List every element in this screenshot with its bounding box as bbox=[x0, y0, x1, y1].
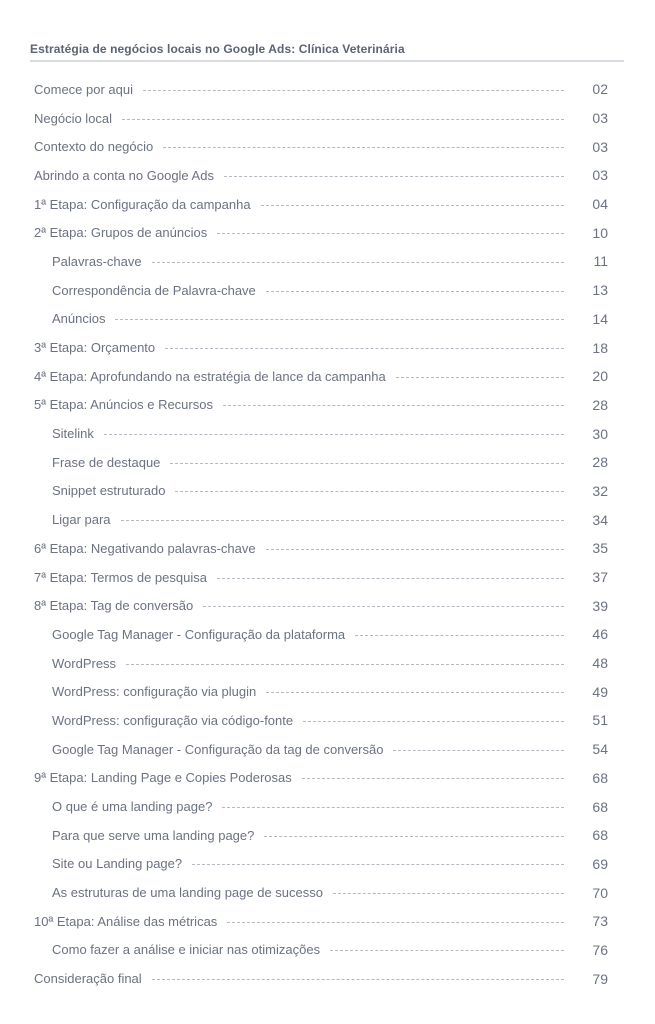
toc-page-number[interactable]: 18 bbox=[592, 339, 608, 356]
toc-subentry[interactable] bbox=[34, 936, 609, 965]
dotted-leader bbox=[266, 549, 564, 550]
toc-entry-label[interactable]: Palavras-chave bbox=[52, 253, 142, 269]
toc-entry-label[interactable]: Como fazer a análise e iniciar nas otimizações bbox=[52, 942, 321, 958]
dotted-leader bbox=[104, 434, 564, 435]
toc-entry[interactable] bbox=[34, 190, 609, 219]
toc-page-number[interactable]: 03 bbox=[592, 167, 608, 184]
toc-page-number[interactable]: 69 bbox=[592, 855, 608, 872]
toc-entry-label[interactable]: Snippet estruturado bbox=[52, 483, 166, 499]
toc-entry[interactable] bbox=[34, 104, 609, 133]
toc-page-number[interactable]: 68 bbox=[592, 798, 608, 815]
toc-page-number[interactable]: 46 bbox=[592, 626, 608, 643]
document-header bbox=[30, 41, 624, 62]
toc-page-number[interactable]: 03 bbox=[592, 110, 608, 127]
toc-entry-label[interactable]: WordPress: configuração via código-fonte bbox=[52, 712, 294, 728]
toc-subentry[interactable] bbox=[34, 477, 609, 506]
dotted-leader bbox=[170, 463, 564, 464]
toc-page-number[interactable]: 54 bbox=[592, 741, 608, 758]
toc-page-number[interactable]: 34 bbox=[592, 511, 608, 528]
toc-entry-label[interactable]: Site ou Landing page? bbox=[52, 856, 183, 872]
toc-page-number[interactable]: 32 bbox=[592, 482, 608, 499]
toc-page-number[interactable]: 14 bbox=[592, 310, 608, 327]
dotted-leader bbox=[303, 721, 564, 722]
dotted-leader bbox=[264, 836, 564, 837]
toc-subentry[interactable] bbox=[34, 247, 609, 276]
dotted-leader bbox=[217, 578, 564, 579]
toc-entry-label[interactable]: 9ª Etapa: Landing Page e Copies Poderosas bbox=[34, 770, 292, 786]
toc-entry-label[interactable]: Sitelink bbox=[52, 426, 94, 442]
toc-entry[interactable] bbox=[34, 534, 609, 563]
toc-entry-label[interactable]: As estruturas de uma landing page de sucesso bbox=[52, 885, 324, 901]
dotted-leader bbox=[396, 377, 564, 378]
toc-subentry[interactable] bbox=[34, 505, 609, 534]
toc-page-number[interactable]: 20 bbox=[592, 368, 608, 385]
dotted-leader bbox=[217, 233, 564, 234]
dotted-leader bbox=[222, 807, 564, 808]
toc-entry-label[interactable]: Para que serve uma landing page? bbox=[52, 827, 255, 843]
toc-page-number[interactable]: 28 bbox=[592, 396, 608, 413]
dotted-leader bbox=[393, 750, 564, 751]
dotted-leader bbox=[152, 979, 564, 980]
toc-entry-label[interactable]: 7ª Etapa: Termos de pesquisa bbox=[34, 569, 207, 585]
toc-subentry[interactable] bbox=[34, 419, 609, 448]
toc-entry-label[interactable]: 2ª Etapa: Grupos de anúncios bbox=[34, 225, 208, 241]
toc-entry[interactable] bbox=[34, 75, 609, 104]
toc-subentry[interactable] bbox=[34, 821, 609, 850]
toc-entry-label[interactable]: Ligar para bbox=[52, 512, 111, 528]
dotted-leader bbox=[203, 606, 564, 607]
dotted-leader bbox=[115, 319, 564, 320]
toc-entry-label[interactable]: Negócio local bbox=[34, 110, 113, 126]
toc-page-number[interactable]: 02 bbox=[592, 81, 608, 98]
toc-subentry[interactable] bbox=[34, 448, 609, 477]
toc-entry-label[interactable]: 3ª Etapa: Orçamento bbox=[34, 340, 156, 356]
toc-entry-label[interactable]: Anúncios bbox=[52, 311, 106, 327]
dotted-leader bbox=[163, 147, 564, 148]
toc-entry-label[interactable]: Frase de destaque bbox=[52, 454, 161, 470]
toc-entry-label[interactable]: WordPress bbox=[52, 655, 117, 671]
toc-page-number[interactable]: 04 bbox=[592, 196, 608, 213]
dotted-leader bbox=[333, 893, 564, 894]
toc-page-number[interactable]: 13 bbox=[592, 282, 608, 299]
toc-entry-label[interactable]: Correspondência de Palavra-chave bbox=[52, 282, 256, 298]
toc-entry-label[interactable]: Google Tag Manager - Configuração da tag de conversão bbox=[52, 741, 384, 757]
dotted-leader bbox=[152, 262, 564, 263]
toc-entry[interactable] bbox=[34, 907, 609, 936]
toc-page-number[interactable]: 35 bbox=[592, 540, 608, 557]
toc-entry-label[interactable]: Consideração final bbox=[34, 971, 142, 987]
toc-page-number[interactable]: 28 bbox=[592, 454, 608, 471]
dotted-leader bbox=[143, 90, 564, 91]
toc-entry[interactable] bbox=[34, 218, 609, 247]
toc-page-number[interactable]: 73 bbox=[592, 913, 608, 930]
toc-page-number[interactable]: 70 bbox=[592, 884, 608, 901]
toc-page-number[interactable]: 37 bbox=[592, 569, 608, 586]
document-title: Estratégia de negócios locais no Google Ads: Clínica Veterinária bbox=[30, 42, 405, 56]
toc-page-number[interactable]: 68 bbox=[592, 827, 608, 844]
title-divider bbox=[30, 60, 624, 62]
toc-subentry[interactable] bbox=[34, 620, 609, 649]
toc-entry-label[interactable]: O que é uma landing page? bbox=[52, 799, 213, 815]
toc-page-number[interactable]: 48 bbox=[592, 655, 608, 672]
dotted-leader bbox=[302, 778, 564, 779]
toc-entry-label[interactable]: Google Tag Manager - Configuração da plataforma bbox=[52, 626, 346, 642]
dotted-leader bbox=[355, 635, 564, 636]
dotted-leader bbox=[261, 205, 564, 206]
dotted-leader bbox=[165, 348, 564, 349]
toc-entry-label[interactable]: 1ª Etapa: Configuração da campanha bbox=[34, 196, 251, 212]
toc-page-number[interactable]: 79 bbox=[592, 970, 608, 987]
toc-page-number[interactable]: 39 bbox=[592, 597, 608, 614]
toc-entry-label[interactable]: Contexto do negócio bbox=[34, 139, 154, 155]
toc-entry-label[interactable]: 6ª Etapa: Negativando palavras-chave bbox=[34, 540, 256, 556]
toc-entry-label[interactable]: 5ª Etapa: Anúncios e Recursos bbox=[34, 397, 213, 413]
toc-entry[interactable] bbox=[34, 362, 609, 391]
dotted-leader bbox=[126, 664, 564, 665]
toc-page-number[interactable]: 68 bbox=[592, 769, 608, 786]
dotted-leader bbox=[122, 119, 564, 120]
dotted-leader bbox=[175, 491, 564, 492]
dotted-leader bbox=[121, 520, 564, 521]
table-of-contents bbox=[34, 75, 609, 993]
toc-page-number[interactable]: 10 bbox=[592, 224, 608, 241]
toc-entry-label[interactable]: 8ª Etapa: Tag de conversão bbox=[34, 598, 194, 614]
dotted-leader bbox=[266, 692, 564, 693]
dotted-leader bbox=[266, 291, 564, 292]
toc-entry[interactable] bbox=[34, 333, 609, 362]
toc-subentry[interactable] bbox=[34, 792, 609, 821]
toc-entry[interactable] bbox=[34, 964, 609, 993]
toc-subentry[interactable] bbox=[34, 706, 609, 735]
toc-subentry[interactable] bbox=[34, 677, 609, 706]
toc-entry[interactable] bbox=[34, 764, 609, 793]
toc-subentry[interactable] bbox=[34, 735, 609, 764]
toc-entry[interactable] bbox=[34, 132, 609, 161]
toc-entry[interactable] bbox=[34, 591, 609, 620]
dotted-leader bbox=[224, 176, 564, 177]
toc-page-number[interactable]: 11 bbox=[593, 253, 608, 270]
toc-subentry[interactable] bbox=[34, 850, 609, 879]
toc-page-number[interactable]: 51 bbox=[592, 712, 608, 729]
toc-entry-label[interactable]: WordPress: configuração via plugin bbox=[52, 684, 257, 700]
toc-page-number[interactable]: 30 bbox=[592, 425, 608, 442]
toc-entry-label[interactable]: 10ª Etapa: Análise das métricas bbox=[34, 913, 218, 929]
dotted-leader bbox=[223, 405, 564, 406]
toc-page-number[interactable]: 03 bbox=[592, 138, 608, 155]
toc-subentry[interactable] bbox=[34, 305, 609, 334]
toc-entry[interactable] bbox=[34, 161, 609, 190]
dotted-leader bbox=[227, 922, 564, 923]
toc-entry[interactable] bbox=[34, 391, 609, 420]
toc-entry-label[interactable]: 4ª Etapa: Aprofundando na estratégia de lance da campanha bbox=[34, 368, 386, 384]
toc-page-number[interactable]: 76 bbox=[592, 941, 608, 958]
toc-entry[interactable] bbox=[34, 563, 609, 592]
toc-entry-label[interactable]: Comece por aqui bbox=[34, 81, 133, 97]
toc-entry-label[interactable]: Abrindo a conta no Google Ads bbox=[34, 167, 214, 183]
dotted-leader bbox=[192, 864, 564, 865]
toc-subentry[interactable] bbox=[34, 276, 609, 305]
dotted-leader bbox=[330, 950, 564, 951]
toc-subentry[interactable] bbox=[34, 878, 609, 907]
toc-subentry[interactable] bbox=[34, 649, 609, 678]
toc-page-number[interactable]: 49 bbox=[592, 683, 608, 700]
